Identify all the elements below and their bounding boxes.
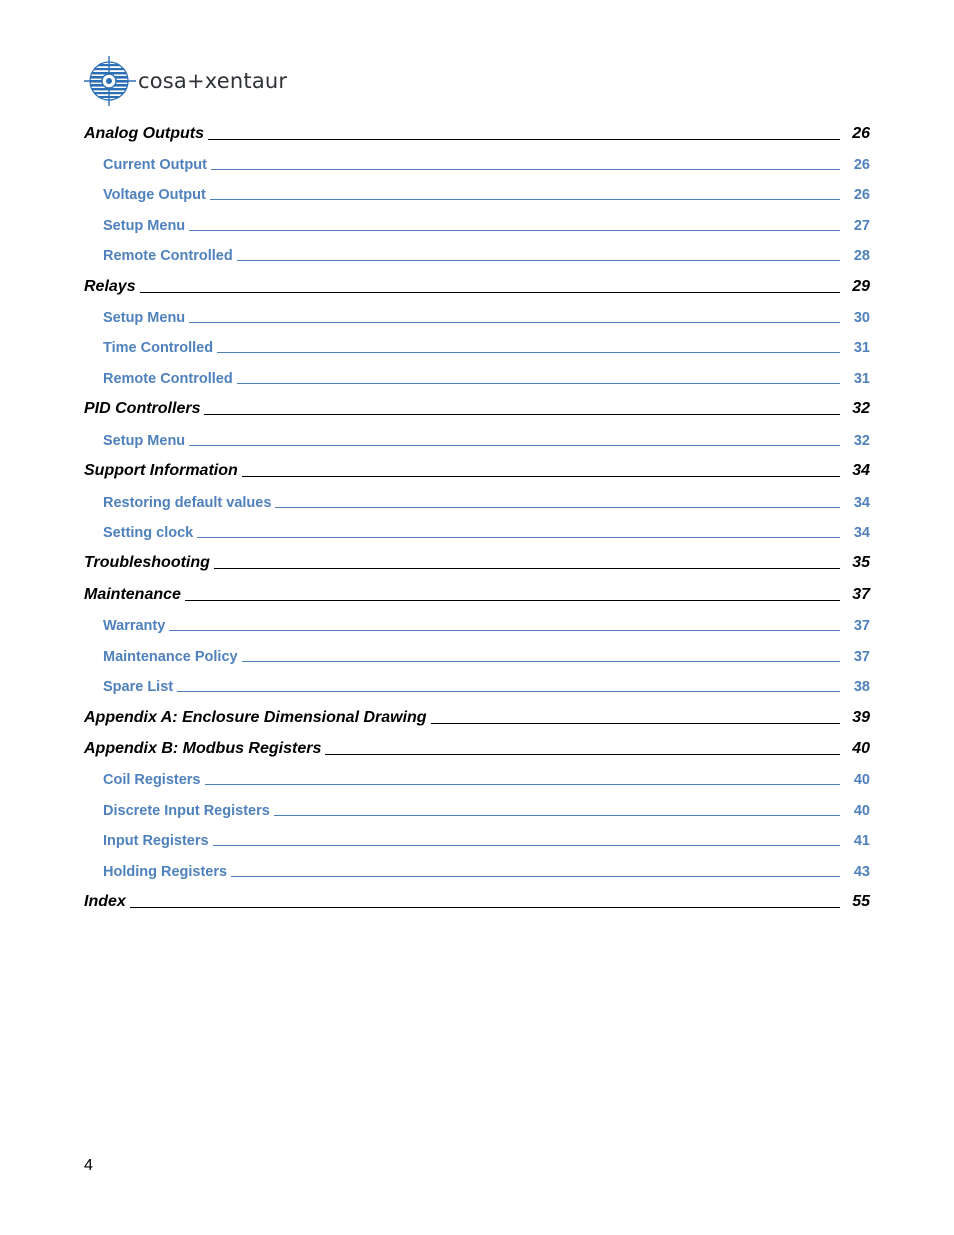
toc-entry-subsection[interactable]: [84, 296, 870, 326]
toc-entry-section[interactable]: [84, 727, 870, 759]
toc-entry-title: Remote Controlled: [103, 248, 233, 265]
toc-leader-line: [177, 690, 840, 692]
toc-entry-subsection[interactable]: [84, 511, 870, 541]
toc-leader-line: [214, 567, 840, 569]
toc-entry-page: 26: [853, 187, 870, 204]
toc-entry-section[interactable]: [84, 880, 870, 912]
toc-entry-subsection[interactable]: [84, 143, 870, 173]
toc-entry-title: Restoring default values: [103, 494, 272, 511]
toc-entry-title: Appendix A: Enclosure Dimensional Drawing: [84, 708, 427, 726]
company-logo: [84, 56, 287, 106]
toc-leader-line: [213, 844, 840, 846]
toc-leader-line: [237, 382, 840, 384]
toc-entry-page: 28: [853, 248, 870, 265]
toc-leader-line: [210, 198, 840, 200]
toc-entry-title: PID Controllers: [84, 400, 201, 418]
toc-entry-page: 40: [853, 772, 870, 789]
toc-entry-subsection[interactable]: [84, 604, 870, 634]
toc-leader-line: [325, 753, 840, 755]
toc-entry-section[interactable]: [84, 264, 870, 296]
toc-entry-title: Index: [84, 893, 126, 911]
toc-entry-page: 26: [853, 156, 870, 173]
logo-wordmark: cosa+xentaur: [138, 69, 288, 93]
toc-entry-page: 34: [853, 494, 870, 511]
table-of-contents: [84, 111, 870, 911]
toc-entry-page: 40: [852, 740, 870, 758]
toc-entry-title: Input Registers: [103, 833, 209, 850]
toc-leader-line: [204, 413, 840, 415]
toc-leader-line: [275, 506, 840, 508]
toc-entry-page: 29: [852, 277, 870, 295]
toc-leader-line: [197, 536, 840, 538]
toc-entry-page: 31: [853, 340, 870, 357]
toc-entry-page: 43: [853, 863, 870, 880]
toc-leader-line: [242, 475, 840, 477]
toc-leader-line: [431, 722, 840, 724]
toc-entry-subsection[interactable]: [84, 819, 870, 849]
toc-entry-section[interactable]: [84, 449, 870, 481]
toc-entry-title: Current Output: [103, 156, 207, 173]
toc-entry-subsection[interactable]: [84, 665, 870, 695]
toc-entry-page: 35: [852, 554, 870, 572]
toc-entry-subsection[interactable]: [84, 418, 870, 448]
toc-leader-line: [237, 259, 840, 261]
toc-entry-subsection[interactable]: [84, 356, 870, 386]
toc-leader-line: [189, 229, 840, 231]
toc-entry-page: 30: [853, 309, 870, 326]
toc-entry-page: 34: [853, 524, 870, 541]
toc-entry-title: Maintenance: [84, 585, 181, 603]
toc-leader-line: [169, 629, 840, 631]
toc-leader-line: [205, 783, 841, 785]
toc-entry-title: Coil Registers: [103, 772, 201, 789]
toc-entry-subsection[interactable]: [84, 788, 870, 818]
toc-entry-title: Relays: [84, 277, 136, 295]
toc-entry-title: Setup Menu: [103, 309, 186, 326]
toc-entry-page: 39: [852, 708, 870, 726]
toc-entry-section[interactable]: [84, 387, 870, 419]
toc-entry-subsection[interactable]: [84, 203, 870, 233]
toc-entry-title: Setup Menu: [103, 217, 186, 234]
toc-entry-section[interactable]: [84, 695, 870, 727]
toc-entry-page: 41: [853, 833, 870, 850]
toc-leader-line: [189, 321, 840, 323]
toc-entry-page: 40: [853, 802, 870, 819]
toc-entry-title: Voltage Output: [103, 187, 206, 204]
toc-entry-page: 27: [853, 217, 870, 234]
toc-entry-section[interactable]: [84, 541, 870, 573]
toc-entry-page: 37: [853, 648, 870, 665]
toc-entry-subsection[interactable]: [84, 173, 870, 203]
toc-entry-title: Spare List: [103, 679, 174, 696]
page-number: 4: [84, 1157, 93, 1174]
toc-entry-subsection[interactable]: [84, 634, 870, 664]
toc-entry-page: 32: [853, 432, 870, 449]
toc-entry-title: Warranty: [103, 618, 166, 635]
toc-entry-subsection[interactable]: [84, 849, 870, 879]
toc-entry-title: Analog Outputs: [84, 124, 204, 142]
toc-entry-title: Setup Menu: [103, 432, 186, 449]
toc-entry-page: 37: [852, 585, 870, 603]
toc-entry-page: 31: [853, 370, 870, 387]
toc-entry-title: Holding Registers: [103, 863, 228, 880]
toc-entry-subsection[interactable]: [84, 758, 870, 788]
toc-entry-title: Troubleshooting: [84, 554, 210, 572]
toc-entry-title: Time Controlled: [103, 340, 214, 357]
toc-entry-title: Support Information: [84, 462, 238, 480]
toc-entry-title: Maintenance Policy: [103, 648, 238, 665]
toc-leader-line: [211, 168, 840, 170]
toc-entry-page: 34: [852, 462, 870, 480]
toc-entry-title: Setting clock: [103, 524, 194, 541]
toc-entry-page: 26: [852, 124, 870, 142]
toc-entry-page: 37: [853, 618, 870, 635]
toc-leader-line: [242, 660, 840, 662]
toc-entry-title: Discrete Input Registers: [103, 802, 270, 819]
toc-leader-line: [274, 814, 840, 816]
toc-leader-line: [140, 291, 840, 293]
toc-leader-line: [185, 599, 840, 601]
toc-entry-subsection[interactable]: [84, 480, 870, 510]
toc-leader-line: [208, 138, 840, 140]
toc-entry-page: 55: [852, 893, 870, 911]
toc-entry-section[interactable]: [84, 111, 870, 143]
toc-entry-subsection[interactable]: [84, 234, 870, 264]
cosa-xentaur-logo-icon: [84, 56, 136, 106]
toc-entry-page: 32: [852, 400, 870, 418]
toc-leader-line: [130, 906, 840, 908]
toc-leader-line: [217, 351, 840, 353]
toc-leader-line: [189, 444, 840, 446]
toc-leader-line: [231, 875, 840, 877]
toc-entry-page: 38: [853, 679, 870, 696]
toc-entry-title: Appendix B: Modbus Registers: [84, 740, 322, 758]
toc-entry-section[interactable]: [84, 572, 870, 604]
toc-entry-title: Remote Controlled: [103, 370, 233, 387]
toc-entry-subsection[interactable]: [84, 326, 870, 356]
